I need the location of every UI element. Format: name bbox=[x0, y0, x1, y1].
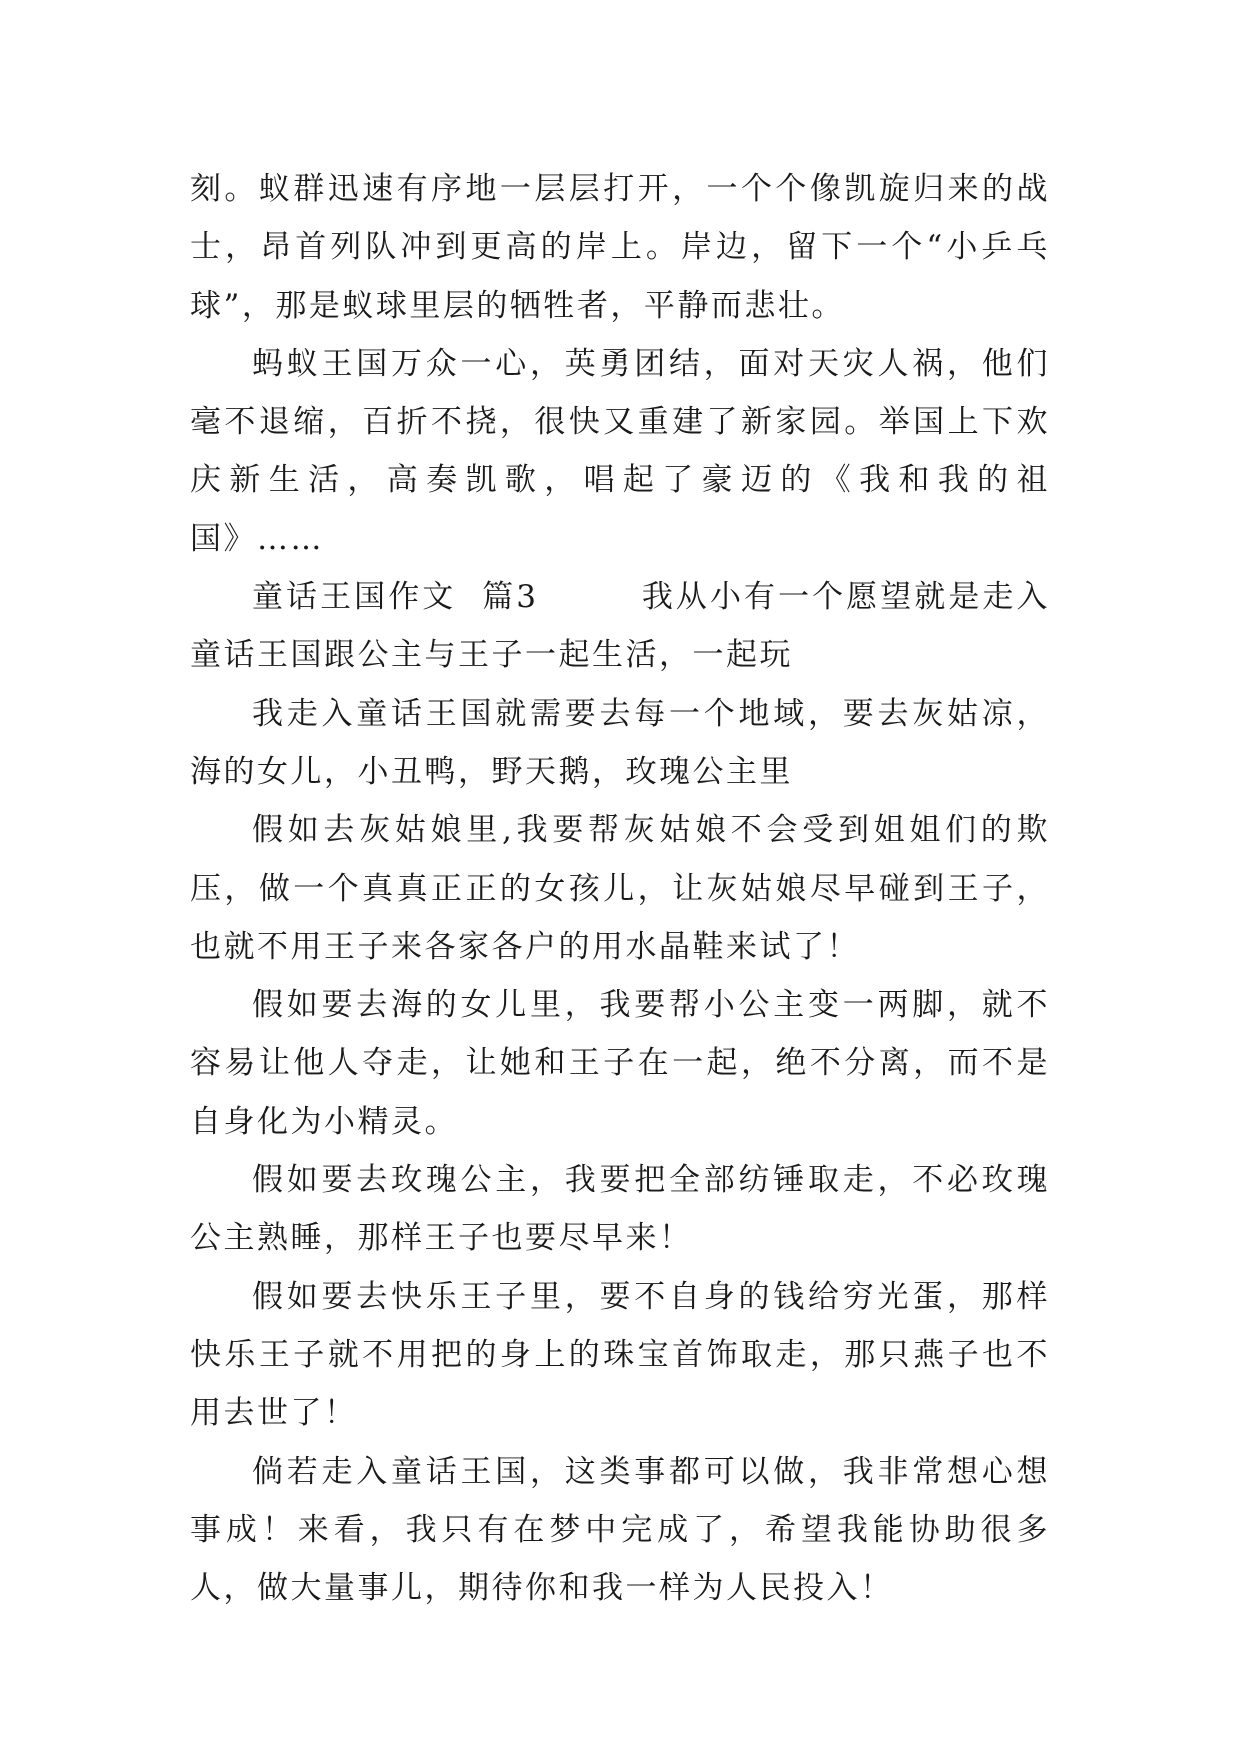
paragraph-7: 假如要去玫瑰公主，我要把全部纺锤取走，不必玫瑰公主熟睡，那样王子也要尽早来！ bbox=[190, 1162, 1050, 1257]
paragraph-8: 假如要去快乐王子里，要不自身的钱给穷光蛋，那样快乐王子就不用把的身上的珠宝首饰取走，那只燕子也不用去世了！ bbox=[190, 1278, 1050, 1432]
document-page bbox=[190, 160, 1050, 1617]
paragraph-5: 假如去灰姑娘里,我要帮灰姑娘不会受到姐姐们的欺压，做一个真真正正的女孩儿，让灰姑娘尽早碰到王子，也就不用王子来各家各户的用水晶鞋来试了！ bbox=[190, 812, 1050, 965]
paragraph-1: 刻。蚁群迅速有序地一层层打开，一个个像凯旋归来的战士，昂首列队冲到更高的岸上。岸边，留下一个“小乒乓球”，那是蚁球里层的牺牲者，平静而悲壮。 bbox=[190, 171, 1050, 324]
paragraph-4: 我走入童话王国就需要去每一个地域，要去灰姑凉，海的女儿，小丑鸭，野天鹅，玫瑰公主里 bbox=[190, 695, 1050, 790]
paragraph-2: 蚂蚁王国万众一心，英勇团结，面对天灾人祸，他们毫不退缩，百折不挠，很快又重建了新家园。举国上下欢庆新生活，高奏凯歌，唱起了豪迈的《我和我的祖国》…… bbox=[190, 345, 1050, 557]
paragraph-9: 倘若走入童话王国，这类事都可以做，我非常想心想事成！来看，我只有在梦中完成了，希望我能协助很多人，做大量事儿，期待你和我一样为人民投入！ bbox=[190, 1453, 1050, 1607]
paragraph-6: 假如要去海的女儿里，我要帮小公主变一两脚，就不容易让他人夺走，让她和王子在一起，绝不分离，而不是自身化为小精灵。 bbox=[190, 987, 1050, 1140]
paragraph-3-section-heading: 童话王国作文 篇3 我从小有一个愿望就是走入童话王国跟公主与王子一起生活，一起玩 bbox=[190, 579, 1050, 674]
